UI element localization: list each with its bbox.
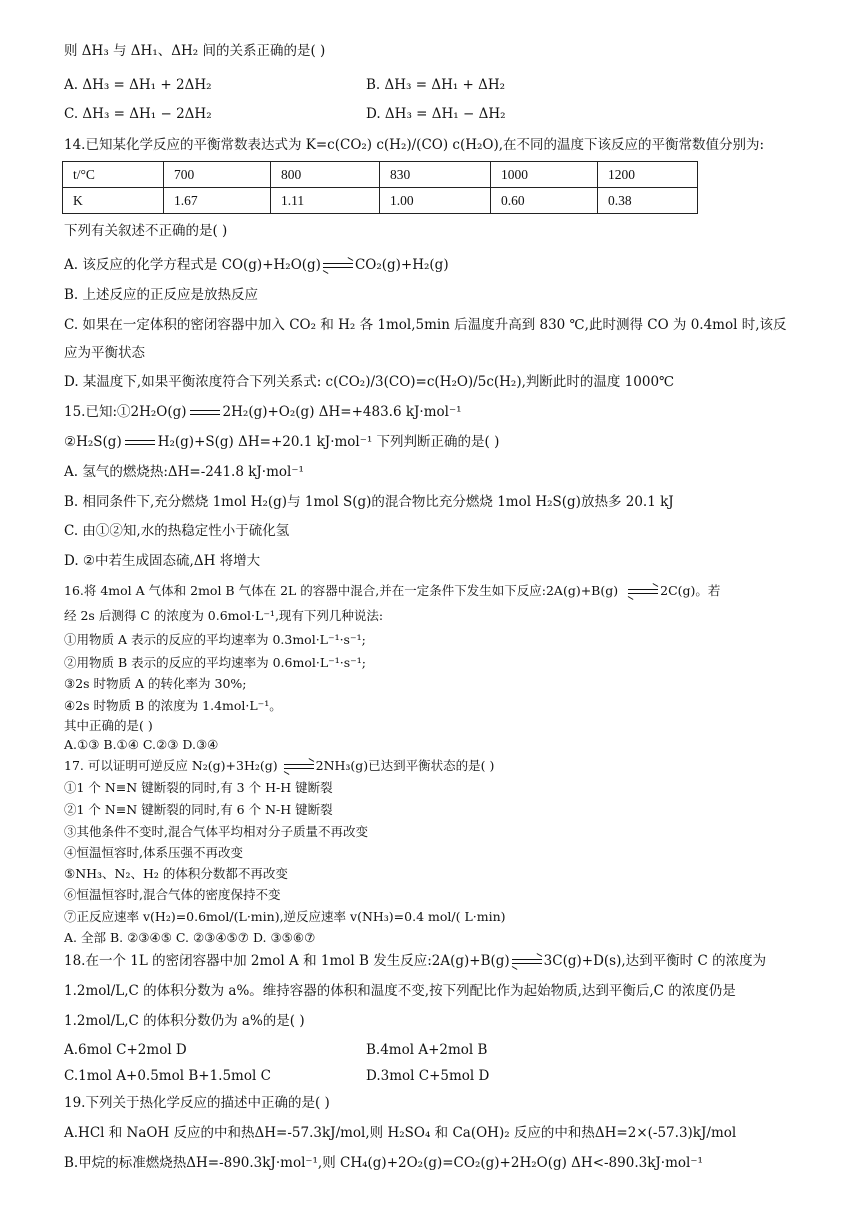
q13-option-b: B. ΔH₃ = ΔH₁ + ΔH₂ <box>366 77 506 93</box>
q17-item-3: ③其他条件不变时,混合气体平均相对分子质量不再改变 <box>64 824 368 839</box>
q17-item-7: ⑦正反应速率 v(H₂)=0.6mol/(L·min),逆反应速率 v(NH₃)=0.4 mol/( L·min) <box>64 909 506 924</box>
q15b-product: H₂(g)+S(g) ΔH=+20.1 kJ·mol⁻¹ 下列判断正确的是( ) <box>157 434 500 450</box>
q16-subprompt: 其中正确的是( ) <box>64 718 153 733</box>
equilibrium-arrow-icon <box>323 261 353 270</box>
q15-option-c: C. 由①②知,水的热稳定性小于硫化氢 <box>64 523 290 539</box>
q15-stem-2 <box>64 436 499 450</box>
equilibrium-arrow-icon <box>284 762 314 771</box>
q16-item-2: ②用物质 B 表示的反应的平均速率为 0.6mol·L⁻¹·s⁻¹; <box>64 655 366 670</box>
q18-stem <box>64 955 766 969</box>
q17-options: A. 全部 B. ②③④⑤ C. ②③④⑤⑦ D. ③⑤⑥⑦ <box>64 930 316 945</box>
q13-option-a: A. ΔH₃ = ΔH₁ + 2ΔH₂ <box>64 77 212 93</box>
q19-option-b: B.甲烷的标准燃烧热ΔH=-890.3kJ·mol⁻¹,则 CH₄(g)+2O₂(g)=CO₂(g)+2H₂O(g) ΔH<-890.3kJ·mol⁻¹ <box>64 1155 703 1171</box>
q17-item-5: ⑤NH₃、N₂、H₂ 的体积分数都不再改变 <box>64 866 288 881</box>
table-cell: 700 <box>164 162 271 188</box>
q13-option-c: C. ΔH₃ = ΔH₁ − 2ΔH₂ <box>64 106 212 122</box>
q16-text: 16.将 4mol A 气体和 2mol B 气体在 2L 的容器中混合,并在一定条件下发生如下反应:2A(g)+B(g) <box>64 583 619 598</box>
q15b-reactant: ②H₂S(g) <box>64 434 122 450</box>
table-cell: 1200 <box>598 162 698 188</box>
q14-option-d: D. 某温度下,如果平衡浓度符合下列关系式: c(CO₂)/3(CO)=c(H₂O)/5c(H₂),判断此时的温度 1000℃ <box>64 374 675 390</box>
equals-sign-icon <box>125 440 155 446</box>
q13-option-d: D. ΔH₃ = ΔH₁ − ΔH₂ <box>366 106 506 122</box>
equilibrium-constant-table <box>62 161 698 214</box>
equals-sign-icon <box>190 410 220 416</box>
table-cell: 0.60 <box>491 188 598 214</box>
table-cell: 1.00 <box>380 188 491 214</box>
q16-product: 2C(g)。若 <box>660 583 721 598</box>
q14-option-c-line2: 应为平衡状态 <box>64 345 145 361</box>
q16-options: A.①③ B.①④ C.②③ D.③④ <box>64 737 219 752</box>
q18-line3: 1.2mol/L,C 的体积分数仍为 a%的是( ) <box>64 1013 305 1029</box>
q16-item-4: ④2s 时物质 B 的浓度为 1.4mol·L⁻¹。 <box>64 698 282 713</box>
table-cell: 1000 <box>491 162 598 188</box>
l1: 则 ΔH₃ 与 ΔH₁、ΔH₂ 间的关系正确的是( ) <box>64 43 326 59</box>
q17-text: 17. 可以证明可逆反应 N₂(g)+3H₂(g) <box>64 758 278 773</box>
q18-line2: 1.2mol/L,C 的体积分数为 a%。维持容器的体积和温度不变,按下列配比作为起始物质,达到平衡后,C 的浓度仍是 <box>64 983 736 999</box>
q17-item-6: ⑥恒温恒容时,混合气体的密度保持不变 <box>64 887 281 902</box>
table-cell: 0.38 <box>598 188 698 214</box>
q14a-text: A. 该反应的化学方程式是 CO(g)+H₂O(g) <box>64 257 321 273</box>
q15-option-d: D. ②中若生成固态硫,ΔH 将增大 <box>64 553 261 569</box>
table-cell: 1.67 <box>164 188 271 214</box>
q17-item-4: ④恒温恒容时,体系压强不再改变 <box>64 845 243 860</box>
q15-option-a: A. 氢气的燃烧热:ΔH=-241.8 kJ·mol⁻¹ <box>64 464 304 480</box>
q18-text: 18.在一个 1L 的密闭容器中加 2mol A 和 1mol B 发生反应:2A(g)+B(g) <box>64 953 510 969</box>
q14-option-a <box>64 259 449 273</box>
q15-option-b: B. 相同条件下,充分燃烧 1mol H₂(g)与 1mol S(g)的混合物比充分燃烧 1mol H₂S(g)放热多 20.1 kJ <box>64 494 674 510</box>
table-cell: K <box>63 188 164 214</box>
q16-item-1: ①用物质 A 表示的反应的平均速率为 0.3mol·L⁻¹·s⁻¹; <box>64 632 366 647</box>
q15-product: 2H₂(g)+O₂(g) ΔH=+483.6 kJ·mol⁻¹ <box>222 404 462 420</box>
q18-option-c: C.1mol A+0.5mol B+1.5mol C <box>64 1068 271 1084</box>
q16-line2: 经 2s 后测得 C 的浓度为 0.6mol·L⁻¹,现有下列几种说法: <box>64 608 384 623</box>
q17-item-1: ①1 个 N≡N 键断裂的同时,有 3 个 H-H 键断裂 <box>64 780 333 795</box>
q18-option-a: A.6mol C+2mol D <box>64 1042 187 1058</box>
table-header-row <box>63 162 698 188</box>
q14-subprompt: 下列有关叙述不正确的是( ) <box>64 223 228 239</box>
q19-option-a: A.HCl 和 NaOH 反应的中和热ΔH=-57.3kJ/mol,则 H₂SO₄ 和 Ca(OH)₂ 反应的中和热ΔH=2×(-57.3)kJ/mol <box>64 1125 737 1141</box>
q16-item-3: ③2s 时物质 A 的转化率为 30%; <box>64 676 247 691</box>
q17-stem <box>64 760 494 773</box>
q15-stem <box>64 406 462 420</box>
equilibrium-arrow-icon <box>628 587 658 596</box>
q19-stem: 19.下列关于热化学反应的描述中正确的是( ) <box>64 1095 330 1111</box>
table-cell: 830 <box>380 162 491 188</box>
q14-stem: 14.已知某化学反应的平衡常数表达式为 K=c(CO₂) c(H₂)/(CO) c(H₂O),在不同的温度下该反应的平衡常数值分别为: <box>64 137 765 153</box>
q14a-products: CO₂(g)+H₂(g) <box>354 257 449 273</box>
table-cell: t/°C <box>63 162 164 188</box>
q18-product: 3C(g)+D(s),达到平衡时 C 的浓度为 <box>543 953 767 969</box>
q15-reactant: 15.已知:①2H₂O(g) <box>64 404 187 420</box>
table-row <box>63 188 698 214</box>
table-cell: 800 <box>271 162 380 188</box>
q18-option-d: D.3mol C+5mol D <box>366 1068 490 1084</box>
q14-option-b: B. 上述反应的正反应是放热反应 <box>64 287 259 303</box>
q14-option-c-line1: C. 如果在一定体积的密闭容器中加入 CO₂ 和 H₂ 各 1mol,5min 后温度升高到 830 ℃,此时测得 CO 为 0.4mol 时,该反 <box>64 317 787 333</box>
equilibrium-arrow-icon <box>512 957 542 966</box>
q17-product: 2NH₃(g)已达到平衡状态的是( ) <box>315 758 495 773</box>
q16-stem <box>64 585 720 598</box>
q18-option-b: B.4mol A+2mol B <box>366 1042 488 1058</box>
q17-item-2: ②1 个 N≡N 键断裂的同时,有 6 个 N-H 键断裂 <box>64 802 333 817</box>
table-cell: 1.11 <box>271 188 380 214</box>
